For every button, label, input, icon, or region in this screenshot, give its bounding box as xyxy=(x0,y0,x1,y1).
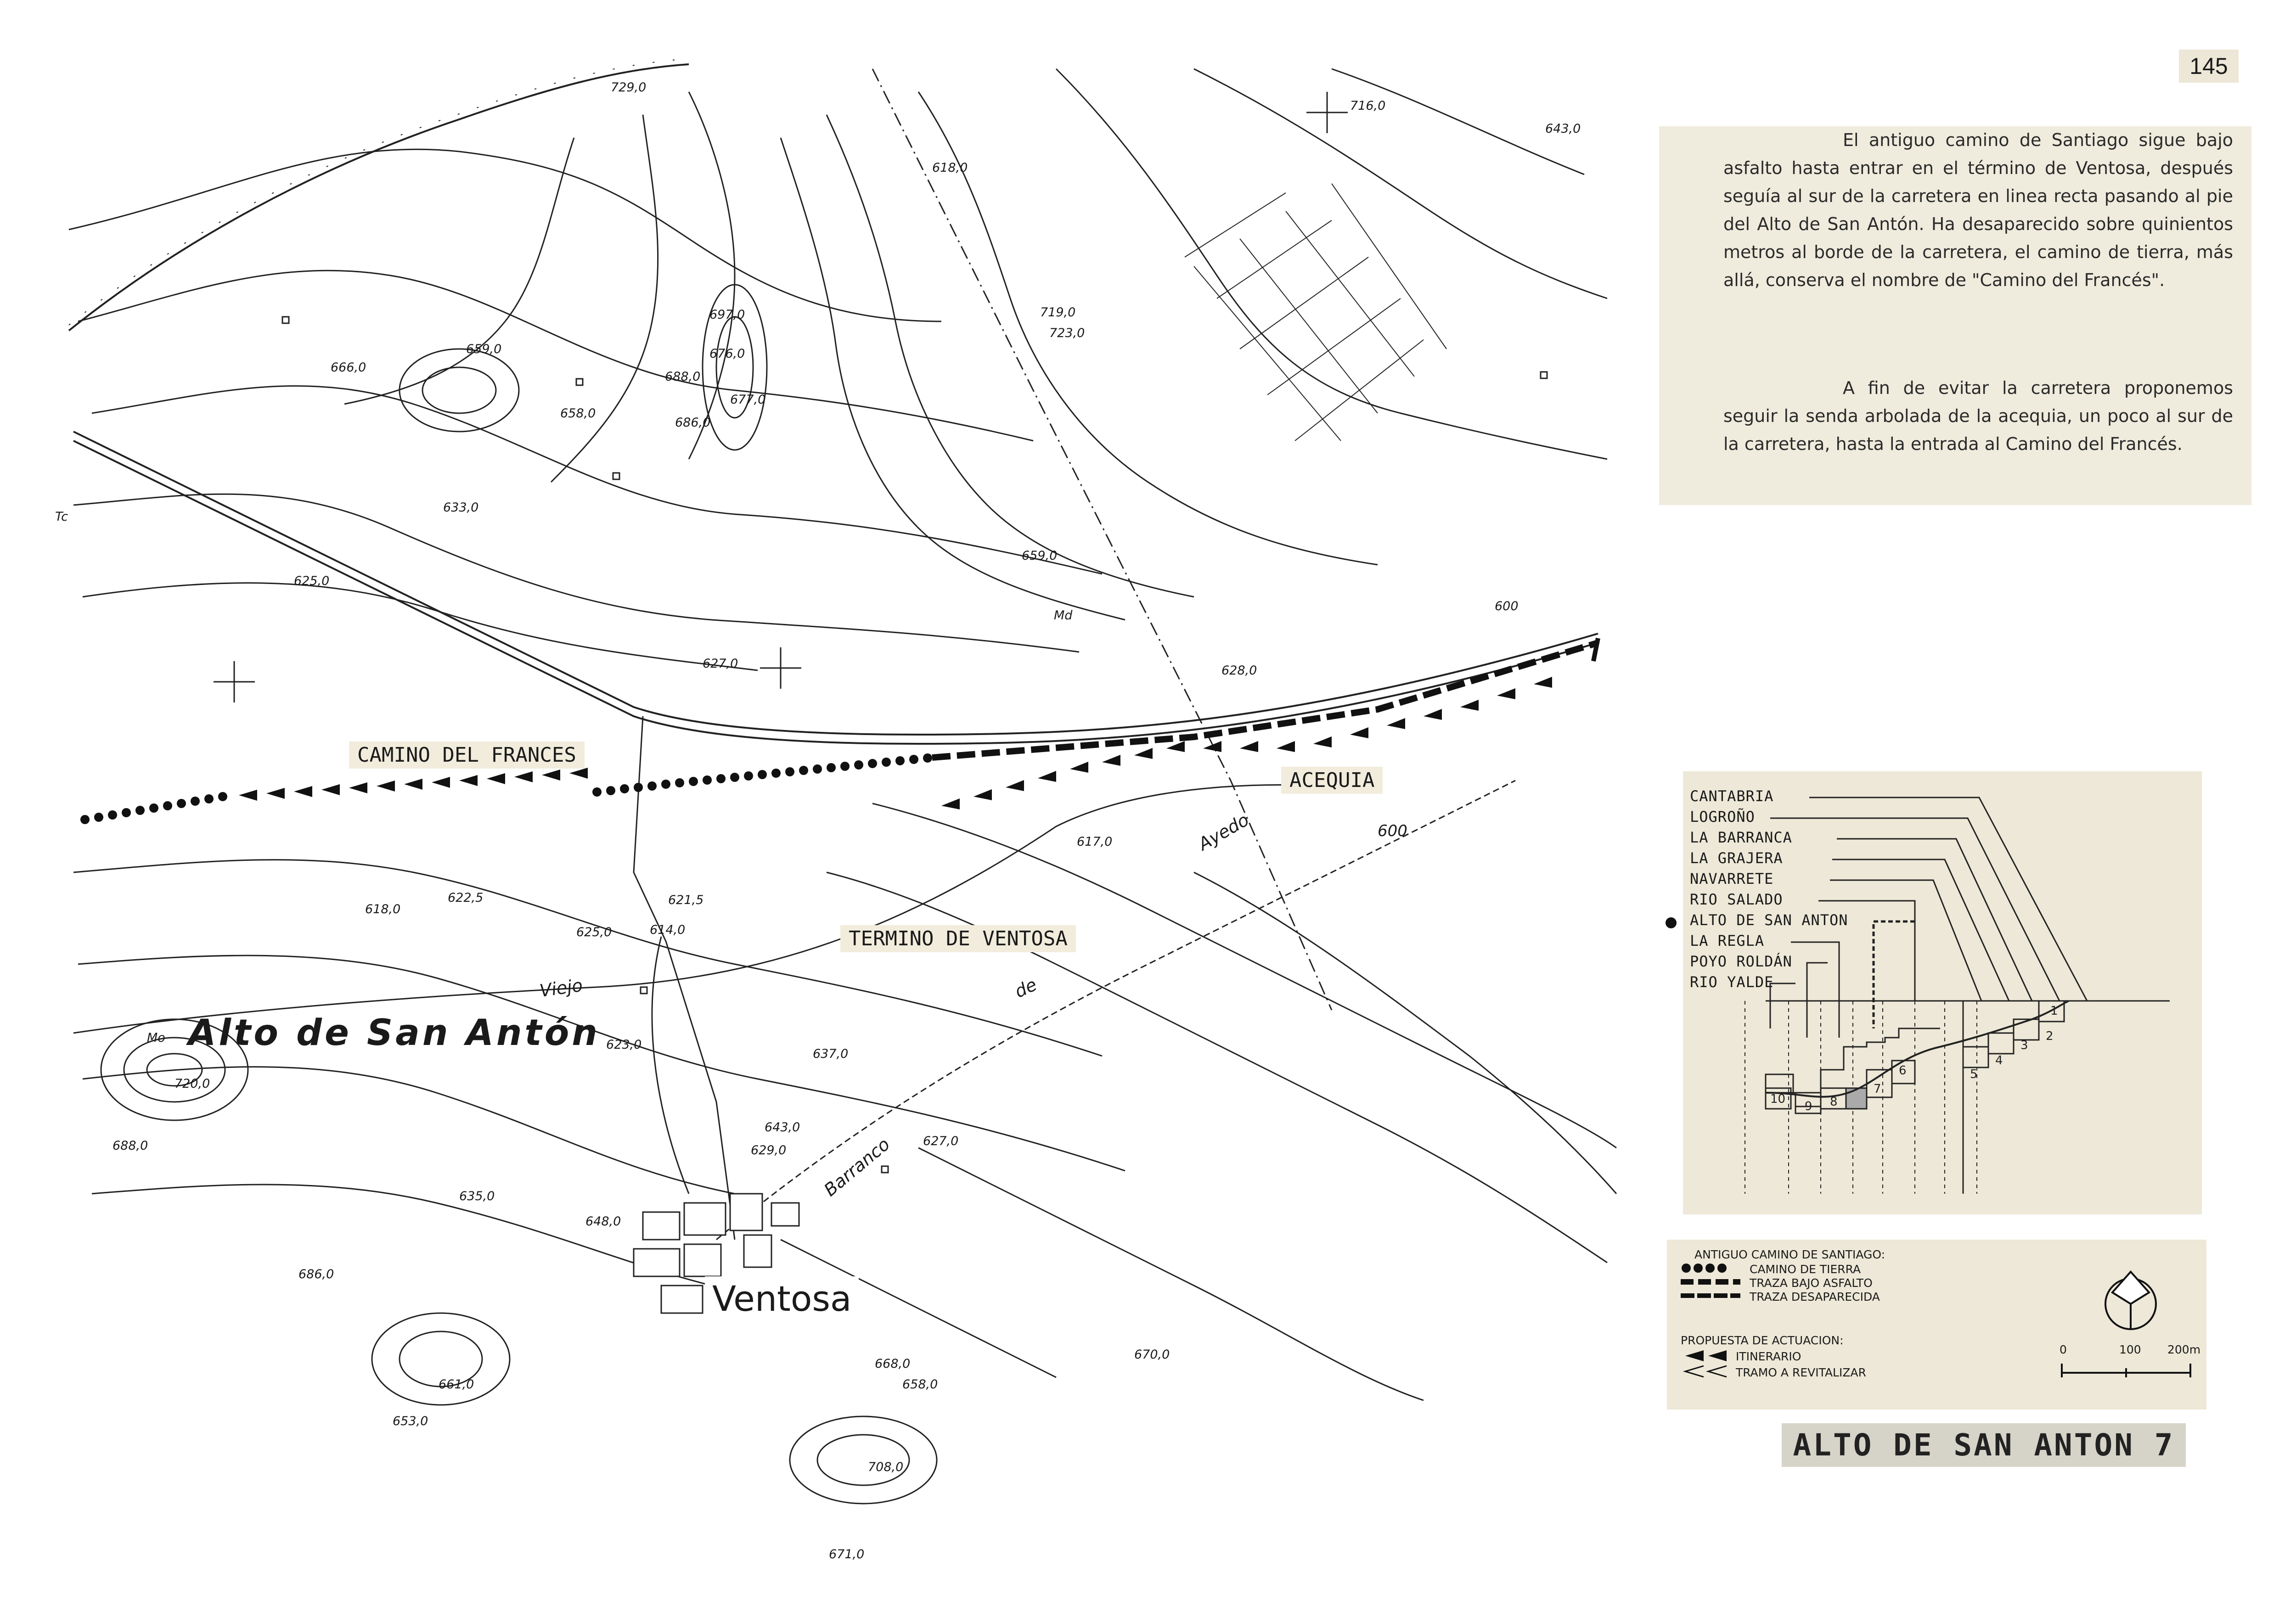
scale-label: 100 xyxy=(2119,1343,2141,1356)
step-number: 9 xyxy=(1805,1100,1812,1113)
legend-heading: ANTIGUO CAMINO DE SANTIAGO: xyxy=(1694,1248,1885,1261)
spot-height: 633,0 xyxy=(443,500,479,515)
step-number: 7 xyxy=(1874,1082,1881,1096)
tc-label: Tc xyxy=(55,510,68,524)
spot-height: 648,0 xyxy=(585,1214,621,1229)
spot-height: 686,0 xyxy=(675,416,711,430)
profile-diagram xyxy=(1683,771,2202,1214)
step-number: 6 xyxy=(1899,1064,1907,1078)
stage-label: LA BARRANCA xyxy=(1690,829,1792,846)
spot-height: 600 xyxy=(1495,599,1519,613)
spot-height: 659,0 xyxy=(466,342,502,356)
termino-de-ventosa-label: TERMINO DE VENTOSA xyxy=(840,925,1076,952)
proposal-item: ITINERARIO xyxy=(1736,1350,1801,1363)
barranco-label: Barranco xyxy=(820,1134,894,1201)
spot-height: 627,0 xyxy=(923,1134,959,1148)
spot-height: 658,0 xyxy=(560,406,596,421)
spot-height: 688,0 xyxy=(665,370,701,384)
spot-height: 643,0 xyxy=(765,1120,800,1134)
acequia-label: ACEQUIA xyxy=(1281,767,1383,794)
spot-height: 671,0 xyxy=(829,1547,865,1561)
spot-height: 627,0 xyxy=(703,657,738,671)
spot-height: 622,5 xyxy=(448,891,484,905)
page-number: 145 xyxy=(2179,50,2239,83)
spot-height: 720,0 xyxy=(174,1077,210,1091)
spot-height: 625,0 xyxy=(576,925,612,939)
md-label: Md xyxy=(1054,608,1073,623)
step-number: 5 xyxy=(1970,1067,1978,1081)
proposal-heading: PROPUESTA DE ACTUACION: xyxy=(1681,1334,1844,1347)
spot-height: 658,0 xyxy=(902,1377,938,1392)
spot-height: 668,0 xyxy=(875,1357,911,1371)
spot-height: 686,0 xyxy=(298,1267,334,1281)
step-number: 10 xyxy=(1770,1092,1786,1106)
stage-profile xyxy=(1683,771,2202,1214)
camino-del-frances-label: CAMINO DEL FRANCES xyxy=(349,741,585,769)
stage-label: CANTABRIA xyxy=(1690,787,1774,805)
step-number: 4 xyxy=(1995,1054,2003,1067)
stage-label: LA GRAJERA xyxy=(1690,849,1783,867)
ayedo-label: Ayedo xyxy=(1194,809,1253,854)
spot-height: 723,0 xyxy=(1049,326,1085,340)
spot-height: 629,0 xyxy=(751,1143,787,1157)
current-stage-label: ALTO DE SAN ANTON xyxy=(1690,911,1848,929)
spot-height: 719,0 xyxy=(1040,305,1076,320)
stage-label: POYO ROLDÁN xyxy=(1690,953,1792,970)
step-number: 2 xyxy=(2046,1029,2054,1043)
spot-height: 618,0 xyxy=(365,902,401,916)
spot-height: 625,0 xyxy=(294,574,330,588)
spot-height: 621,5 xyxy=(668,893,704,907)
legend-item: CAMINO DE TIERRA xyxy=(1750,1263,1861,1276)
legend xyxy=(1667,1240,2206,1410)
mo-label: Mo xyxy=(147,1031,165,1045)
step-number: 1 xyxy=(2050,1004,2058,1018)
scale-label: 0 xyxy=(2060,1343,2067,1356)
legend-item: TRAZA BAJO ASFALTO xyxy=(1750,1276,1873,1290)
viejo-label: Viejo xyxy=(538,975,584,1001)
stage-label: RIO SALADO xyxy=(1690,891,1783,908)
spot-height: 661,0 xyxy=(439,1377,474,1392)
proposal-symbols xyxy=(1681,1348,1740,1384)
description-box xyxy=(1659,126,2251,505)
spot-height: 618,0 xyxy=(932,161,968,175)
contour-600-label: 600 xyxy=(1378,822,1407,840)
spot-height: 617,0 xyxy=(1077,835,1113,849)
north-arrow-and-scale xyxy=(2043,1253,2209,1400)
spot-height: 659,0 xyxy=(1022,549,1058,563)
spot-height: 623,0 xyxy=(606,1038,642,1052)
spot-height: 688,0 xyxy=(113,1139,148,1153)
spot-height: 708,0 xyxy=(868,1460,904,1474)
current-stage-dot xyxy=(1666,917,1677,928)
ventosa-town-label: Ventosa xyxy=(705,1276,859,1321)
step-number: 3 xyxy=(2020,1039,2028,1052)
stage-label: LA REGLA xyxy=(1690,932,1765,949)
spot-height: 637,0 xyxy=(813,1047,849,1061)
spot-height: 677,0 xyxy=(730,393,766,407)
stage-label: LOGROÑO xyxy=(1690,808,1755,826)
step-number: 8 xyxy=(1830,1095,1838,1109)
spot-height: 666,0 xyxy=(331,360,366,375)
alto-de-san-anton-label: Alto de San Antón xyxy=(188,1012,600,1054)
stage-label: RIO YALDE xyxy=(1690,973,1774,991)
legend-item: TRAZA DESAPARECIDA xyxy=(1750,1290,1880,1303)
spot-height: 716,0 xyxy=(1350,99,1386,113)
stage-label: NAVARRETE xyxy=(1690,870,1774,887)
sheet-title: ALTO DE SAN ANTON 7 xyxy=(1782,1423,2186,1467)
proposal-item: TRAMO A REVITALIZAR xyxy=(1736,1366,1866,1379)
spot-height: 729,0 xyxy=(611,80,647,95)
legend-symbols xyxy=(1681,1262,1745,1308)
scale-label: 200m xyxy=(2167,1343,2201,1356)
spot-height: 628,0 xyxy=(1221,663,1257,678)
spot-height: 670,0 xyxy=(1134,1348,1170,1362)
spot-height: 653,0 xyxy=(393,1414,428,1428)
description-paragraph-1: El antiguo camino de Santiago sigue bajo asfalto hasta entrar en el término de Ventosa, después seguía al sur de la carretera en linea recta pasando al pie del Alto de San Antón. Ha desaparecido sobre quinientos metros al borde de la carretera, el camino de tierra, más allá, conserva el nombre de "Camino del Francés". xyxy=(1723,130,2233,290)
spot-height: 635,0 xyxy=(459,1189,495,1203)
description-paragraph-2: A fin de evitar la carretera proponemos seguir la senda arbolada de la acequia, un poco al sur de la carretera, hasta la entrada al Camino del Francés. xyxy=(1723,378,2233,454)
spot-height: 643,0 xyxy=(1545,122,1581,136)
spot-height: 676,0 xyxy=(709,347,745,361)
spot-height: 697,0 xyxy=(709,308,745,322)
de-label: de xyxy=(1011,974,1040,1002)
spot-height: 614,0 xyxy=(650,923,686,937)
